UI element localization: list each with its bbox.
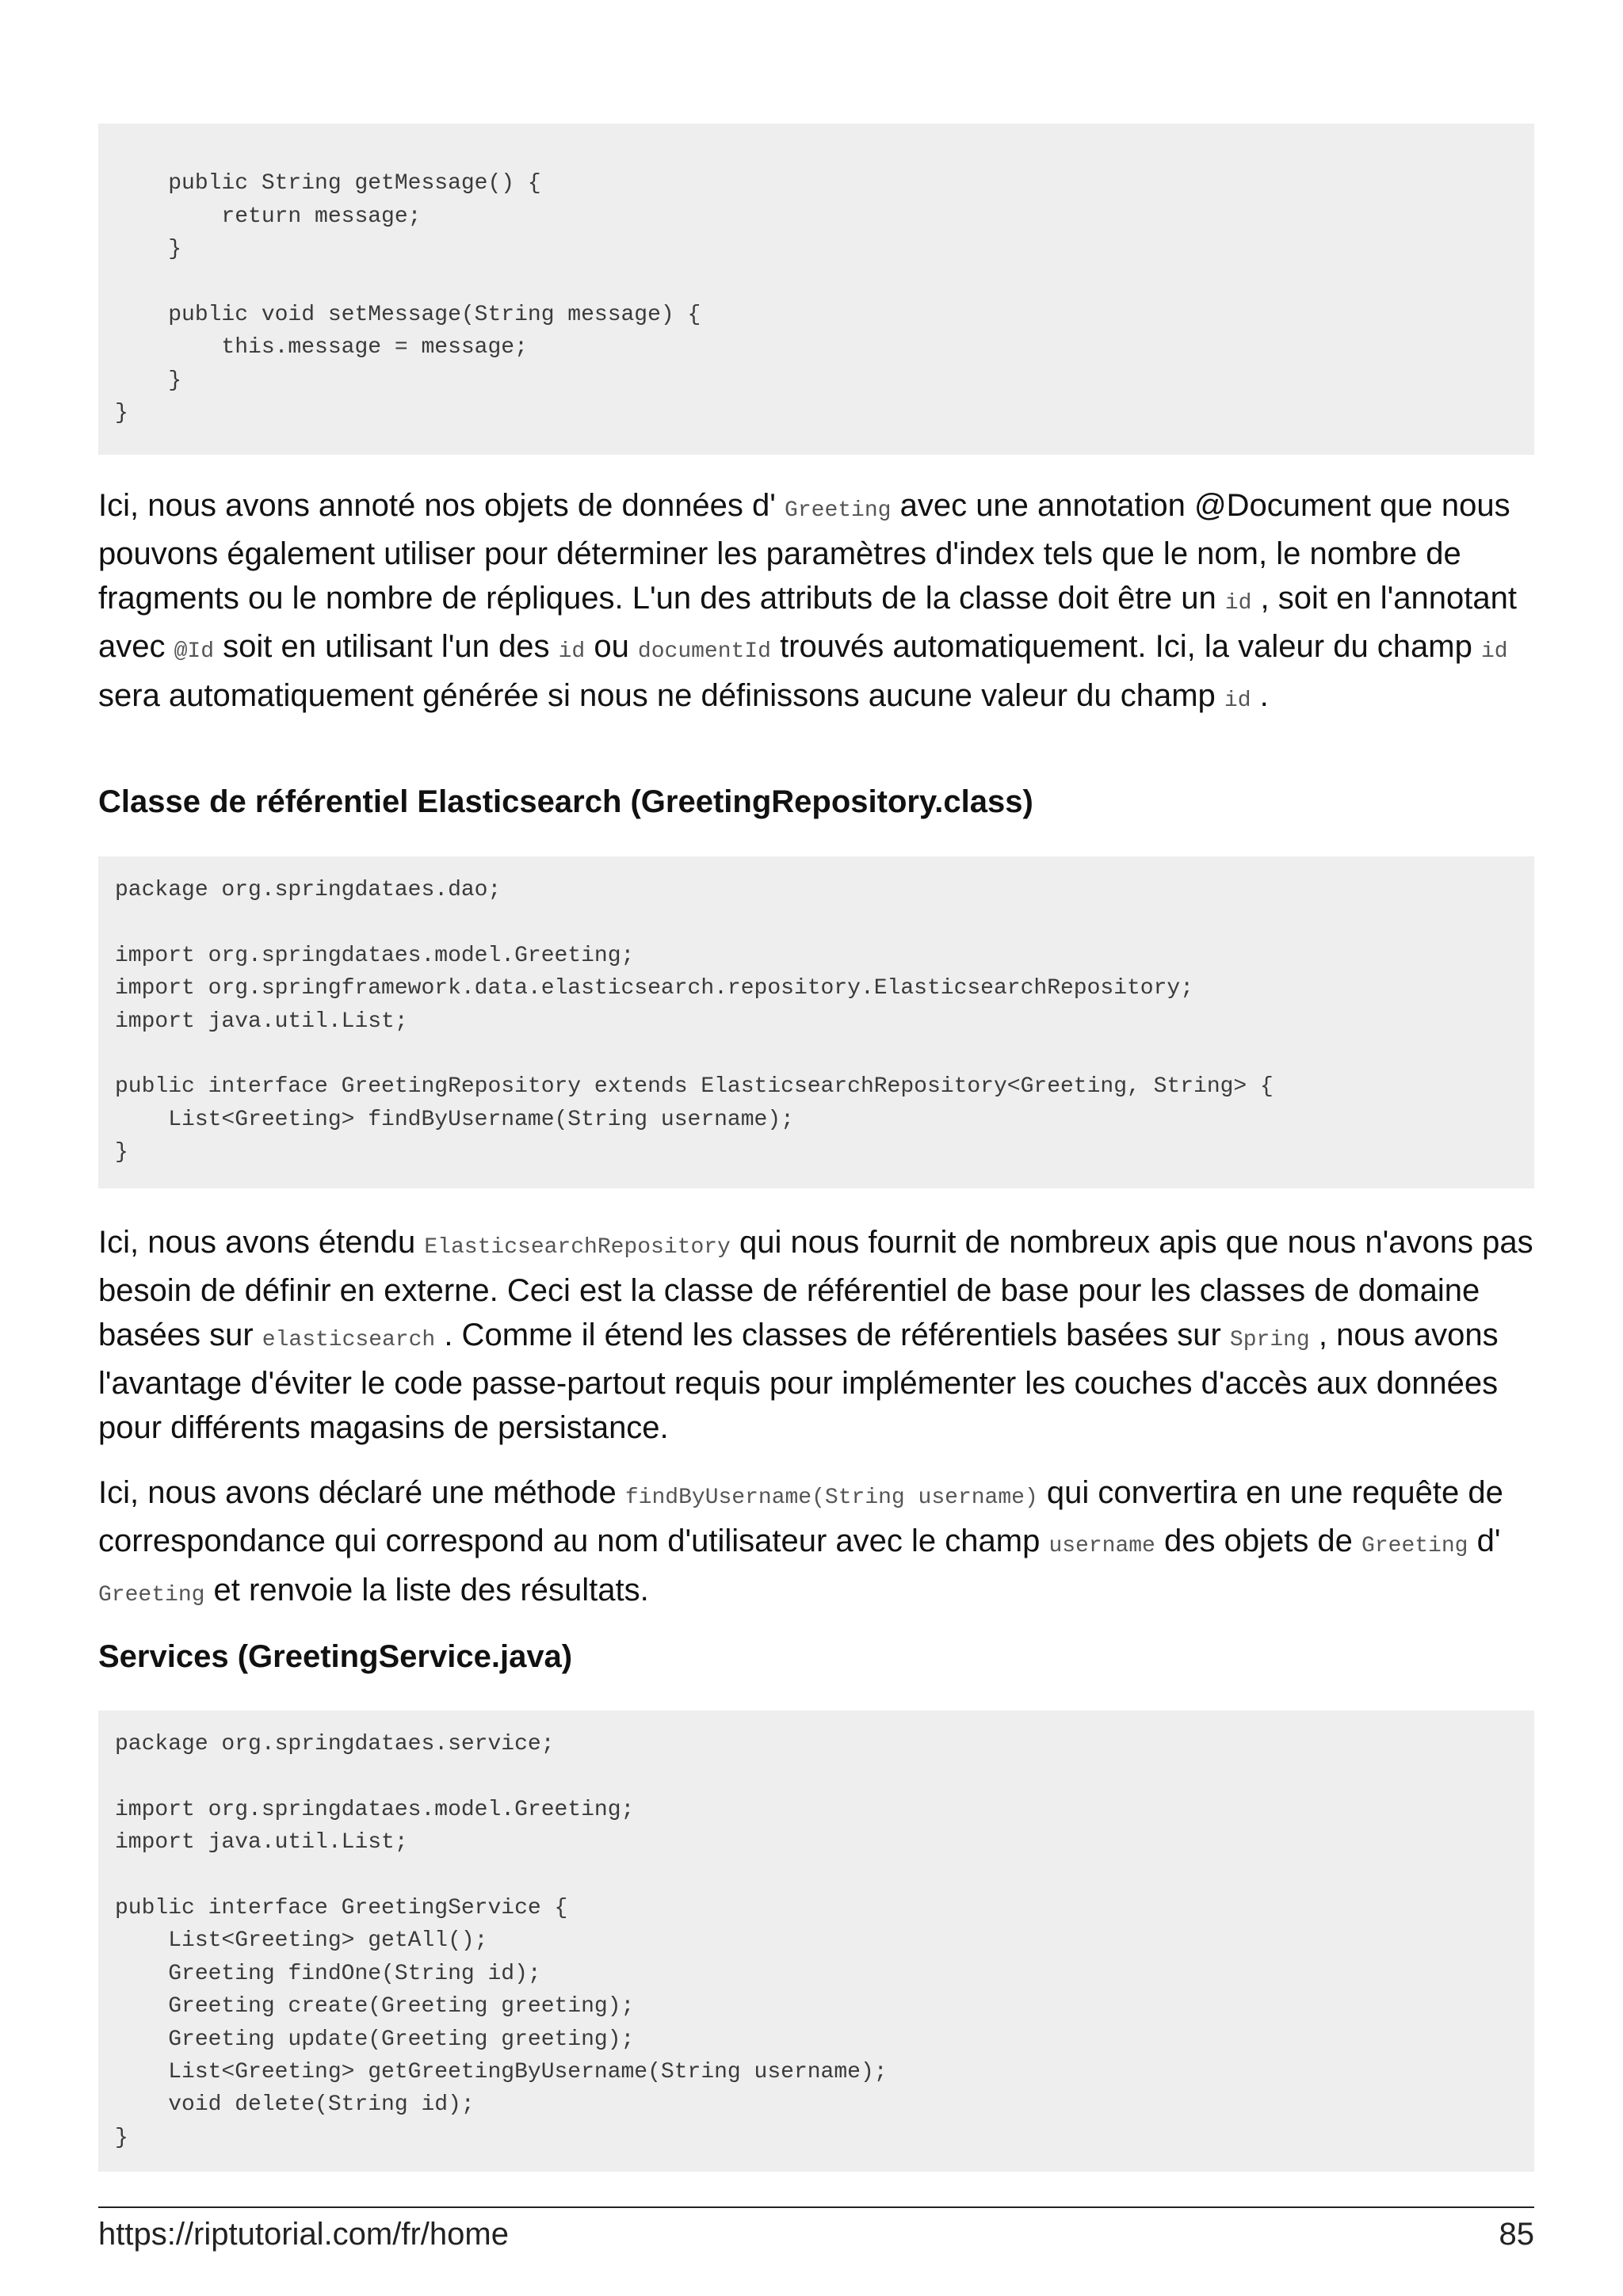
inline-code: Spring xyxy=(1229,1327,1310,1352)
code-line xyxy=(115,1760,1518,1793)
code-line: List<Greeting> getGreetingByUsername(String username); xyxy=(115,2059,888,2084)
code-line: package org.springdataes.service; xyxy=(115,1732,555,1756)
code-line: public interface GreetingService { xyxy=(115,1895,568,1920)
inline-code: @Id xyxy=(174,639,215,665)
code-line xyxy=(115,1038,1518,1070)
paragraph-document-annotation xyxy=(98,484,1534,723)
paragraph-text: , nous avons l'avantage d'éviter le code passe-partout requis pour implémenter les couches d'accès aux données pour différents magasins de persistance. xyxy=(98,1317,1499,1445)
code-line: } xyxy=(115,1140,128,1165)
paragraph-repository-explanation xyxy=(98,1221,1534,1450)
paragraph-text: . Comme il étend les classes de référentiels basées sur xyxy=(435,1317,1230,1352)
code-line: return message; xyxy=(115,204,422,229)
code-line: this.message = message; xyxy=(115,335,528,360)
inline-code: id xyxy=(1480,639,1508,665)
code-line: import java.util.List; xyxy=(115,1009,408,1034)
code-block-greeting-repository xyxy=(98,856,1534,1188)
paragraph-text: Ici, nous avons étendu xyxy=(98,1225,425,1260)
code-line: public void setMessage(String message) { xyxy=(115,302,701,327)
paragraph-text: ou xyxy=(585,629,638,665)
code-line: } xyxy=(115,237,182,262)
code-line: public interface GreetingRepository extends ElasticsearchRepository<Greeting, String> { xyxy=(115,1074,1274,1100)
section-heading-services: Services (GreetingService.java) xyxy=(98,1639,573,1674)
code-line: Greeting findOne(String id); xyxy=(115,1961,541,1986)
code-line: List<Greeting> getAll(); xyxy=(115,1928,488,1954)
footer-url-link[interactable]: https://riptutorial.com/fr/home xyxy=(98,2217,509,2252)
inline-code: Greeting xyxy=(98,1582,205,1608)
inline-code: Greeting xyxy=(785,498,892,523)
inline-code: username xyxy=(1048,1534,1155,1559)
paragraph-text: sera automatiquement générée si nous ne définissons aucune valeur du champ xyxy=(98,677,1224,713)
inline-code: id xyxy=(1224,688,1251,713)
paragraph-text: et renvoie la liste des résultats. xyxy=(204,1572,649,1608)
code-line: void delete(String id); xyxy=(115,2092,475,2118)
code-line: package org.springdataes.dao; xyxy=(115,878,502,902)
paragraph-text: avec une annotation @Document que nous pouvons également utiliser pour déterminer les paramètres d'index tels que le nom, le nombre de fragments ou le nombre de répliques. L'un des attributs de la classe doit être un xyxy=(98,488,1510,616)
code-line: List<Greeting> findByUsername(String username); xyxy=(115,1107,794,1132)
paragraph-text: trouvés automatiquement. Ici, la valeur du champ xyxy=(770,629,1481,665)
inline-code: Greeting xyxy=(1361,1534,1468,1559)
code-line xyxy=(115,135,1518,167)
section-heading-repository: Classe de référentiel Elasticsearch (GreetingRepository.class) xyxy=(98,784,1033,819)
paragraph-text: qui nous fournit de nombreux apis que nous n'avons pas besoin de définir en externe. Ceci est la classe de référentiel de base pour les classes de domaine basées sur xyxy=(98,1225,1533,1352)
inline-code: id xyxy=(1224,590,1252,616)
paragraph-text: . xyxy=(1251,677,1269,713)
code-line xyxy=(115,1859,1518,1892)
paragraph-text: soit en utilisant l'un des xyxy=(214,629,559,665)
paragraph-text: qui convertira en une requête de correspondance qui correspond au nom d'utilisateur avec le champ xyxy=(98,1475,1503,1559)
paragraph-text: Ici, nous avons déclaré une méthode xyxy=(98,1475,625,1510)
code-line: import org.springdataes.model.Greeting; xyxy=(115,943,635,968)
code-line: import java.util.List; xyxy=(115,1830,408,1855)
paragraph-text: Ici, nous avons annoté nos objets de données d' xyxy=(98,488,785,523)
page-number: 85 xyxy=(1499,2217,1534,2252)
paragraph-text: des objets de xyxy=(1155,1524,1362,1559)
paragraph-text: d' xyxy=(1468,1524,1501,1559)
code-line: } xyxy=(115,368,182,393)
inline-code: findByUsername(String username) xyxy=(624,1486,1038,1510)
inline-code: id xyxy=(558,639,586,665)
code-line: import org.springdataes.model.Greeting; xyxy=(115,1797,635,1822)
inline-code: documentId xyxy=(637,639,771,665)
code-line: Greeting update(Greeting greeting); xyxy=(115,2027,635,2052)
code-block-message-accessors xyxy=(98,124,1534,455)
code-line xyxy=(115,906,1518,939)
inline-code: ElasticsearchRepository xyxy=(424,1235,731,1260)
code-line xyxy=(115,266,1518,299)
code-line: } xyxy=(115,2125,128,2150)
code-line: public String getMessage() { xyxy=(115,171,541,196)
code-line: import org.springframework.data.elasticsearch.repository.ElasticsearchRepository; xyxy=(115,976,1194,1001)
paragraph-text: , soit en l'annotant avec xyxy=(98,580,1517,665)
footer-divider xyxy=(98,2206,1534,2208)
code-block-greeting-service xyxy=(98,1711,1534,2172)
code-line: } xyxy=(115,401,128,426)
paragraph-find-by-username xyxy=(98,1471,1534,1617)
inline-code: elasticsearch xyxy=(262,1327,436,1352)
code-line: Greeting create(Greeting greeting); xyxy=(115,1994,635,2019)
